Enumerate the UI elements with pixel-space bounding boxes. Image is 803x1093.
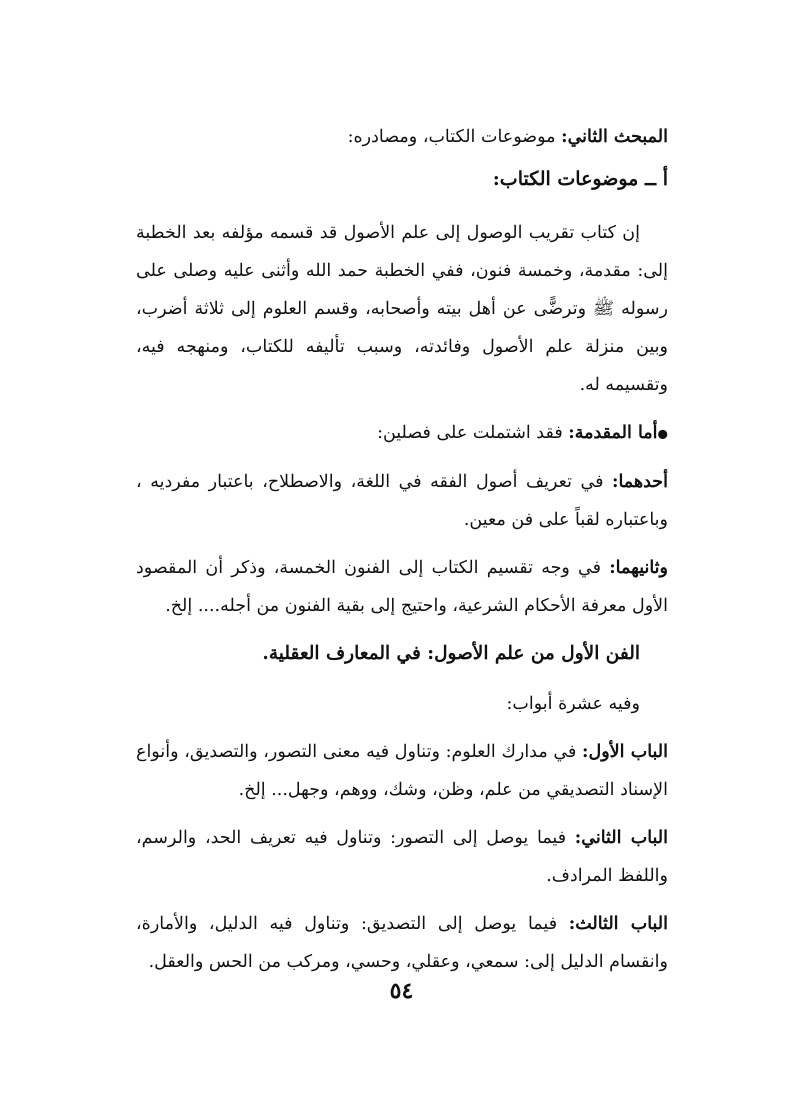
section-heading-text: موضوعات الكتاب، ومصادره: bbox=[347, 127, 562, 147]
intro-section-text: فقد اشتملت على فصلين: bbox=[377, 423, 569, 443]
chapter-2-label: الباب الثاني: bbox=[574, 827, 669, 848]
page-number: ٥٤ bbox=[389, 978, 414, 1004]
chapter-1-label: الباب الأول: bbox=[582, 741, 669, 762]
second-item-text: في وجه تقسيم الكتاب إلى الفنون الخمسة، وذكر أن المقصود الأول معرفة الأحكام الشرعية، واحتيج إلى بقية الفنون من أجله.... إلخ. bbox=[136, 557, 668, 616]
first-item-paragraph bbox=[136, 463, 668, 539]
section-heading-label: المبحث الثاني: bbox=[561, 127, 668, 147]
chapter-2-text: فيما يوصل إلى التصور: وتناول فيه تعريف الحد، والرسم، واللفظ المرادف. bbox=[136, 827, 668, 886]
chapters-intro: وفيه عشرة أبواب: bbox=[506, 693, 640, 714]
intro-paragraph: إن كتاب تقريب الوصول إلى علم الأصول قد قسمه مؤلفه بعد الخطبة إلى: مقدمة، وخمسة فنون، ففي الخطبة حمد الله وأثنى عليه وصلى على رسوله ﷺ وترضًّى عن أهل بيته وأصحابه، وقسم العلوم إلى ثلاثة أضرب، وبين منزلة علم الأصول وفائدته، وسبب تأليفه للكتاب، ومنهجه فيه، وتقسيمه له. bbox=[136, 223, 668, 395]
first-item-label: أحدهما: bbox=[611, 471, 668, 492]
second-item-paragraph bbox=[136, 549, 668, 625]
chapter-3-label: الباب الثالث: bbox=[568, 913, 668, 934]
intro-section-label: أما المقدمة: bbox=[568, 423, 658, 443]
bullet-icon: ● bbox=[657, 426, 668, 441]
chapter-3-paragraph bbox=[136, 905, 668, 981]
section-heading bbox=[136, 118, 668, 156]
first-item-text: في تعريف أصول الفقه في اللغة، والاصطلاح، باعتبار مفرديه ، وباعتباره لقباً على فن معين. bbox=[136, 471, 668, 530]
chapter-1-text: في مدارك العلوم: وتناول فيه معنى التصور، والتصديق، وأنواع الإسناد التصديقي من علم، وظن، وشك، ووهم، وجهل... إلخ. bbox=[136, 741, 668, 800]
intro-section-line bbox=[136, 414, 668, 453]
chapter-3-text: فيما يوصل إلى التصديق: وتناول فيه الدليل، والأمارة، وانقسام الدليل إلى: سمعي، وعقلي، وحسي، ومركب من الحس والعقل. bbox=[136, 913, 668, 972]
chapter-1-paragraph bbox=[136, 733, 668, 809]
second-item-label: وثانيهما: bbox=[609, 557, 668, 578]
art-title: الفن الأول من علم الأصول: في المعارف العقلية. bbox=[262, 642, 640, 664]
subheading: أ ــ موضوعات الكتاب: bbox=[492, 168, 668, 190]
page-content bbox=[136, 118, 668, 991]
chapter-2-paragraph bbox=[136, 819, 668, 895]
